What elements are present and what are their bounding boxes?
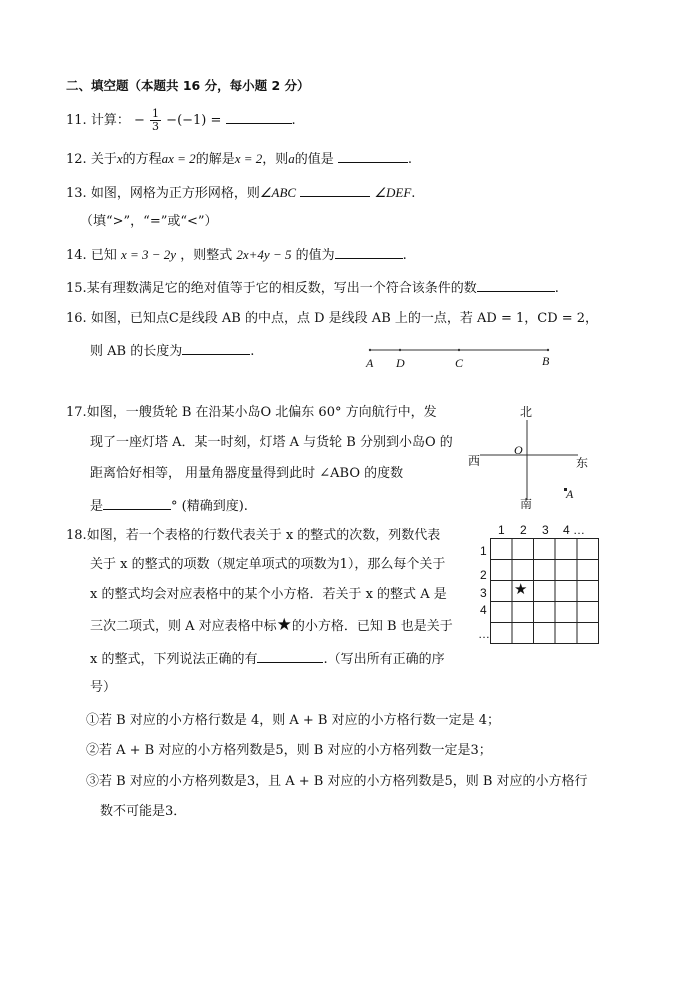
q12-var-a: a: [288, 151, 295, 166]
q11-end: .: [291, 113, 296, 128]
q14-text: 的值为: [295, 248, 335, 263]
q18-text: 的小方格．已知 B 也是关于: [291, 619, 453, 634]
q13-hint: （填“>”，“=”或“<”）: [80, 214, 218, 229]
label-o: O: [514, 443, 523, 457]
star-icon: ★: [276, 615, 292, 635]
question-17: [66, 404, 437, 422]
grid-star-icon: ★: [514, 580, 528, 598]
q18-text: x 的整式，下列说法正确的有: [90, 652, 258, 667]
question-11: [66, 108, 296, 133]
q18-option-1: ①若 B 对应的小方格行数是 4，则 A + B 对应的小方格行数一定是 4；: [86, 713, 500, 728]
q14-end: .: [402, 248, 407, 263]
q18-grid-figure: [490, 538, 602, 650]
label-c: C: [455, 356, 464, 370]
q18-line6: 号）: [90, 680, 117, 695]
q17-text: 是: [90, 499, 104, 514]
q13-answer-blank[interactable]: [300, 183, 370, 197]
q11-prefix: 计算：: [90, 113, 130, 128]
label-b: B: [542, 354, 550, 368]
question-16: [66, 310, 598, 328]
question-13: [66, 183, 415, 203]
q15-text: 某有理数满足它的绝对值等于它的相反数，写出一个符合该条件的数: [86, 281, 477, 296]
q12-number: 12.: [66, 152, 87, 167]
q16-line2: [90, 341, 254, 361]
grid-row-label: 2: [480, 568, 487, 582]
q17-number: 17.: [66, 405, 87, 420]
q18-option-3: ③若 B 对应的小方格列数是3，且 A + B 对应的小方格列数是5，则 B 对应的小方格行: [86, 774, 588, 789]
point-d: [399, 349, 401, 351]
q18-answer-blank[interactable]: [257, 649, 323, 663]
label-east: 东: [576, 456, 589, 470]
q12-solution: x = 2: [234, 151, 263, 166]
grid-col-label: 2: [520, 523, 527, 537]
q17-answer-blank[interactable]: [103, 496, 171, 510]
question-18: [66, 527, 440, 545]
grid-col-label: 4 …: [563, 523, 586, 537]
q14-answer-blank[interactable]: [335, 245, 403, 259]
grid-row-label: 4: [480, 603, 487, 617]
label-west: 西: [468, 454, 481, 468]
q17-text: ° (精确到度).: [171, 499, 248, 514]
q13-text: 如图，网格为正方形网格，则: [90, 186, 260, 201]
point-b: [547, 349, 549, 351]
q12-text: 的值是: [294, 152, 334, 167]
q14-text: 已知: [90, 248, 117, 263]
question-14: [66, 245, 407, 265]
q18-number: 18.: [66, 528, 87, 543]
q12-equation: ax = 2: [161, 151, 196, 166]
q11-minus: −: [133, 113, 145, 128]
q11-expression: −(−1) =: [166, 113, 222, 128]
grid-row-label: 3: [480, 586, 487, 600]
label-north: 北: [520, 405, 533, 419]
q11-number: 11.: [66, 113, 87, 128]
q14-expression: 2x+4y − 5: [236, 247, 292, 262]
q14-equation: x = 3 − 2y: [120, 247, 177, 262]
q12-text: 的解是: [195, 152, 235, 167]
q18-line5: [90, 649, 445, 669]
grid-border: [491, 539, 599, 644]
q16-answer-blank[interactable]: [182, 341, 250, 355]
point-a: [369, 349, 371, 351]
point-c: [458, 349, 460, 351]
label-south: 南: [520, 497, 533, 511]
q13-number: 13.: [66, 186, 87, 201]
q15-number: 15.: [66, 281, 87, 296]
q18-line4: [90, 616, 453, 636]
q12-text: 关于: [90, 152, 117, 167]
q18-text: 三次二项式，则 A 对应表格中标: [90, 619, 277, 634]
label-d: D: [396, 356, 405, 370]
q13-angle-abc: ∠ABC: [259, 185, 297, 200]
q12-answer-blank[interactable]: [338, 149, 408, 163]
grid-col-label: 1: [498, 523, 505, 537]
section-title: 二、填空题（本题共 16 分，每小题 2 分）: [66, 78, 310, 93]
question-15: [66, 278, 559, 298]
q17-text: 如图，一艘货轮 B 在沿某小岛O 北偏东 60° 方向航行中，发: [86, 405, 437, 420]
q17-line4: [90, 496, 248, 516]
q11-fraction: [150, 108, 161, 133]
q18-text: .（写出所有正确的序: [323, 652, 445, 667]
q16-text: 如图，已知点C是线段 AB 的中点，点 D 是线段 AB 上的一点，若 AD = 1，CD = 2，: [90, 311, 599, 326]
q12-end: .: [407, 152, 413, 167]
q17-line3: 距离恰好相等， 用量角器度量得到此时 ∠ABO 的度数: [90, 466, 404, 481]
label-a-lighthouse: A: [566, 487, 574, 501]
q18-option-2: ②若 A + B 对应的小方格列数是5，则 B 对应的小方格列数一定是3；: [86, 743, 492, 758]
label-a: A: [366, 356, 374, 370]
q16-end: .: [250, 344, 255, 359]
q12-text: 的方程: [122, 152, 162, 167]
q18-text: 如图，若一个表格的行数代表关于 x 的整式的次数，列数代表: [86, 528, 441, 543]
q18-option-3-cont: 数不可能是3．: [100, 804, 187, 819]
q14-text: ，则整式: [180, 248, 233, 263]
q18-line2: 关于 x 的整式的项数（规定单项式的项数为1），那么每个关于: [90, 557, 446, 572]
q15-end: .: [554, 281, 559, 296]
q17-line2: 现了一座灯塔 A．某一时刻，灯塔 A 与货轮 B 分别到小岛O 的: [90, 435, 453, 450]
q11-answer-blank[interactable]: [226, 110, 292, 124]
q12-text: ，则: [262, 152, 289, 167]
q14-number: 14.: [66, 248, 87, 263]
q18-line3: x 的整式均会对应表格中的某个小方格．若关于 x 的整式 A 是: [90, 587, 447, 602]
question-12: [66, 149, 412, 169]
q12-var-x: x: [116, 151, 123, 166]
grid-row-label: 1: [480, 544, 487, 558]
q15-answer-blank[interactable]: [477, 278, 555, 292]
q11-frac-den: 3: [152, 120, 160, 133]
q16-text: 则 AB 的长度为: [90, 344, 183, 359]
q13-angle-def: ∠DEF: [374, 185, 412, 200]
q11-frac-num: 1: [152, 107, 160, 120]
q13-end: .: [411, 186, 416, 201]
grid-row-label: …: [478, 627, 490, 641]
grid-col-label: 3: [542, 523, 549, 537]
q16-number: 16.: [66, 311, 87, 326]
